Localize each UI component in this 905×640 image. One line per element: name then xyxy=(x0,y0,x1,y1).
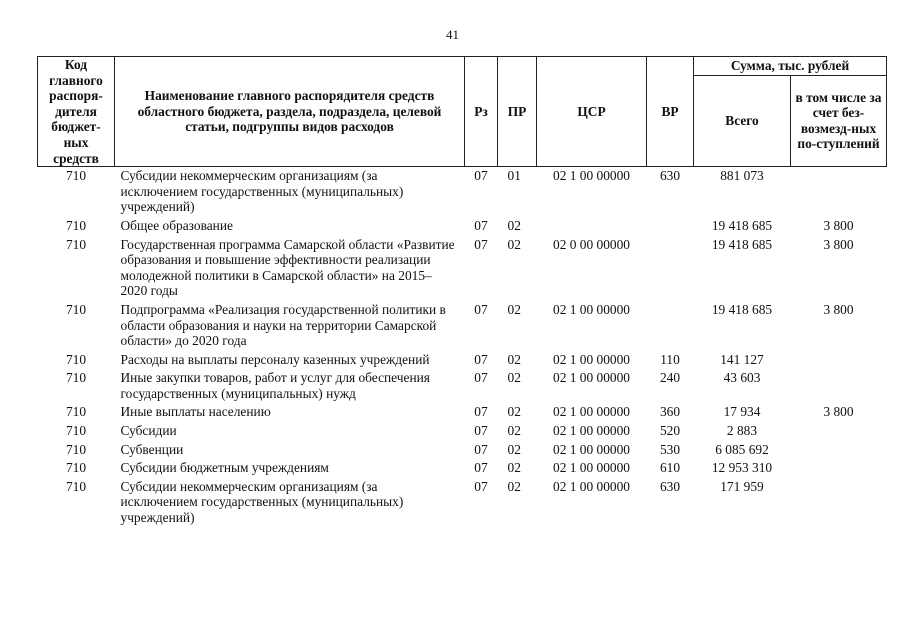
cell-csr: 02 1 00 00000 xyxy=(553,423,630,439)
cell-total: 17 934 xyxy=(723,404,761,420)
cell-total: 12 953 310 xyxy=(711,460,773,476)
cell-total: 141 127 xyxy=(720,351,764,367)
cell-code: 710 xyxy=(65,404,87,420)
header-code: Код главного распоря-дителя бюджет-ных средств xyxy=(38,57,115,167)
cell-csr: 02 1 00 00000 xyxy=(553,460,630,476)
cell-code: 710 xyxy=(65,460,87,476)
table-row xyxy=(38,215,887,234)
header-total: Всего xyxy=(694,75,791,167)
cell-csr: 02 1 00 00000 xyxy=(553,441,630,457)
cell-pr: 02 xyxy=(507,370,521,386)
cell-pr: 02 xyxy=(507,460,521,476)
cell-name: Расходы на выплаты персоналу казенных учреждений xyxy=(120,351,430,367)
cell-free xyxy=(791,349,887,368)
cell-csr: 02 1 00 00000 xyxy=(553,370,630,386)
cell-name: Иные закупки товаров, работ и услуг для обеспечения государственных (муниципальных) нужд xyxy=(120,370,430,401)
cell-pr: 02 xyxy=(507,423,521,439)
cell-vr: 360 xyxy=(659,404,681,420)
cell-code: 710 xyxy=(65,351,87,367)
cell-pr: 02 xyxy=(507,478,521,494)
cell-rz: 07 xyxy=(474,168,488,184)
budget-table xyxy=(37,56,887,526)
cell-name: Общее образование xyxy=(120,217,233,233)
cell-total: 19 418 685 xyxy=(711,236,773,252)
cell-csr: 02 0 00 00000 xyxy=(553,236,630,252)
cell-name: Субсидии xyxy=(120,423,177,439)
cell-code: 710 xyxy=(65,423,87,439)
cell-free xyxy=(791,439,887,458)
cell-vr: 240 xyxy=(659,370,681,386)
cell-rz: 07 xyxy=(474,351,488,367)
table-row xyxy=(38,367,887,401)
cell-free: 3 800 xyxy=(823,217,854,233)
cell-vr: 630 xyxy=(659,168,681,184)
cell-pr: 02 xyxy=(507,404,521,420)
cell-vr: 630 xyxy=(659,478,681,494)
cell-rz: 07 xyxy=(474,404,488,420)
table-row xyxy=(38,420,887,439)
cell-csr: 02 1 00 00000 xyxy=(553,301,630,317)
cell-vr: 530 xyxy=(659,441,681,457)
cell-name: Субсидии бюджетным учреждениям xyxy=(120,460,329,476)
table-row xyxy=(38,299,887,349)
cell-rz: 07 xyxy=(474,236,488,252)
table-row xyxy=(38,476,887,526)
header-pr: ПР xyxy=(498,57,537,167)
cell-total: 6 085 692 xyxy=(715,441,769,457)
cell-total: 2 883 xyxy=(726,423,758,439)
cell-name: Подпрограмма «Реализация государственной политики в области образования и науки на территории Самарской области» до 2020 года xyxy=(120,301,446,349)
cell-rz: 07 xyxy=(474,460,488,476)
header-rz: Рз xyxy=(465,57,498,167)
cell-pr: 01 xyxy=(507,168,521,184)
cell-name: Субсидии некоммерческим организациям (за исключением государственных (муниципальных) учреждений) xyxy=(120,478,404,526)
cell-name: Иные выплаты населению xyxy=(120,404,271,420)
table-header xyxy=(38,57,887,167)
cell-rz: 07 xyxy=(474,441,488,457)
cell-csr: 02 1 00 00000 xyxy=(553,351,630,367)
cell-code: 710 xyxy=(65,301,87,317)
cell-name: Субвенции xyxy=(120,441,184,457)
cell-pr: 02 xyxy=(507,351,521,367)
cell-code: 710 xyxy=(65,168,87,184)
cell-name: Субсидии некоммерческим организациям (за исключением государственных (муниципальных) учреждений) xyxy=(120,168,404,215)
cell-pr: 02 xyxy=(507,301,521,317)
cell-rz: 07 xyxy=(474,217,488,233)
header-vr: ВР xyxy=(647,57,694,167)
cell-csr xyxy=(537,215,647,234)
cell-vr: 110 xyxy=(660,351,680,367)
cell-vr: 610 xyxy=(659,460,681,476)
cell-vr xyxy=(647,299,694,349)
cell-free xyxy=(791,457,887,476)
table-row xyxy=(38,234,887,299)
table-row xyxy=(38,167,887,215)
cell-total: 19 418 685 xyxy=(711,217,773,233)
header-name: Наименование главного распорядителя средств областного бюджета, раздела, подраздела, целевой статьи, подгруппы видов расходов xyxy=(115,57,465,167)
page-number: 41 xyxy=(446,27,459,42)
cell-free: 3 800 xyxy=(823,404,854,420)
cell-vr xyxy=(647,215,694,234)
cell-vr: 520 xyxy=(659,423,681,439)
cell-name: Государственная программа Самарской области «Развитие образования и повышение эффективности реализации молодежной политики в Самарской области» на 2015–2020 годы xyxy=(120,236,455,299)
table-row xyxy=(38,401,887,420)
cell-free xyxy=(791,367,887,401)
cell-code: 710 xyxy=(65,236,87,252)
cell-pr: 02 xyxy=(507,236,521,252)
cell-free: 3 800 xyxy=(823,301,854,317)
table-body xyxy=(38,167,887,526)
cell-vr xyxy=(647,234,694,299)
cell-csr: 02 1 00 00000 xyxy=(553,168,630,184)
cell-code: 710 xyxy=(65,478,87,494)
header-csr: ЦСР xyxy=(537,57,647,167)
table-row xyxy=(38,457,887,476)
cell-free xyxy=(791,476,887,526)
cell-free: 3 800 xyxy=(823,236,854,252)
cell-rz: 07 xyxy=(474,423,488,439)
cell-rz: 07 xyxy=(474,478,488,494)
cell-free xyxy=(791,420,887,439)
cell-total: 19 418 685 xyxy=(711,301,773,317)
cell-total: 881 073 xyxy=(720,168,764,184)
cell-rz: 07 xyxy=(474,370,488,386)
header-free: в том числе за счет без-возмезд-ных по-ступлений xyxy=(791,75,887,167)
cell-rz: 07 xyxy=(474,301,488,317)
header-sum: Сумма, тыс. рублей xyxy=(694,57,887,76)
table-row xyxy=(38,439,887,458)
cell-code: 710 xyxy=(65,217,87,233)
cell-free xyxy=(791,167,887,215)
table-row xyxy=(38,349,887,368)
cell-total: 171 959 xyxy=(720,478,764,494)
cell-csr: 02 1 00 00000 xyxy=(553,404,630,420)
cell-csr: 02 1 00 00000 xyxy=(553,478,630,494)
cell-code: 710 xyxy=(65,370,87,386)
cell-total: 43 603 xyxy=(723,370,761,386)
cell-code: 710 xyxy=(65,441,87,457)
cell-pr: 02 xyxy=(507,217,521,233)
cell-pr: 02 xyxy=(507,441,521,457)
